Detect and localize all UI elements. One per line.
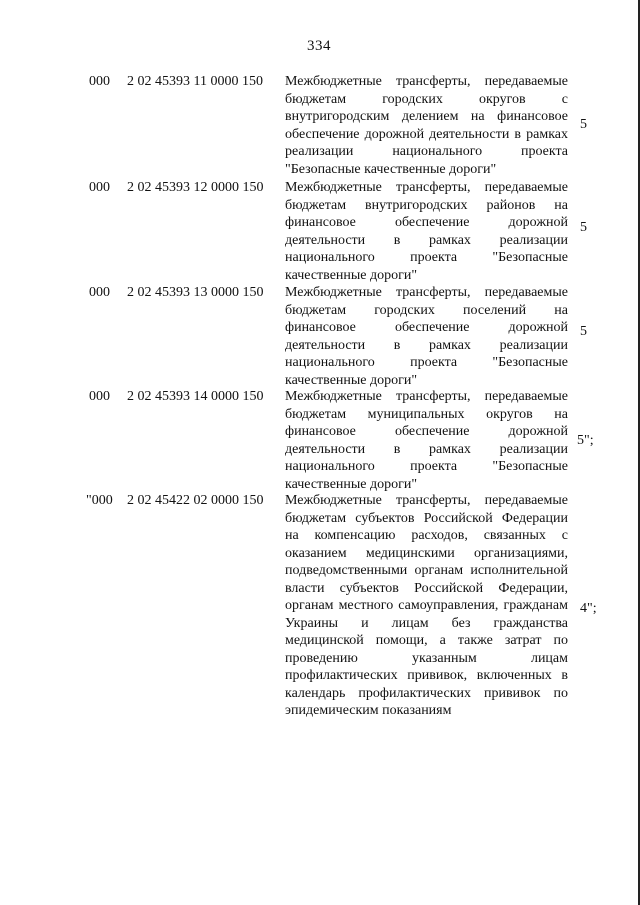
row-value: 5 — [580, 220, 587, 235]
row-value: 5 — [580, 324, 587, 339]
admin-code: 000 — [89, 74, 110, 89]
row-description: Межбюджетные трансферты, передаваемые бюджетам городских поселений на финансовое обеспечение дорожной деятельности в рамках реализации национального проекта "Безопасные качественные дороги" — [285, 285, 568, 388]
table-row — [0, 388, 640, 492]
row-description: Межбюджетные трансферты, передаваемые бюджетам внутригородских районов на финансовое обеспечение дорожной деятельности в рамках реализации национального проекта "Безопасные качественные дороги" — [285, 180, 568, 283]
budget-classification-code: 2 02 45393 13 0000 150 — [127, 285, 264, 300]
admin-code: 000 — [89, 180, 110, 195]
budget-classification-code: 2 02 45422 02 0000 150 — [127, 493, 264, 508]
table-row — [0, 73, 640, 179]
admin-code: 000 — [89, 389, 110, 404]
admin-code: "000 — [86, 493, 113, 508]
row-description: Межбюджетные трансферты, передаваемые бюджетам муниципальных округов на финансовое обеспечение дорожной деятельности в рамках реализации национального проекта "Безопасные качественные дороги" — [285, 389, 568, 492]
row-description: Межбюджетные трансферты, передаваемые бюджетам городских округов с внутригородским делением на финансовое обеспечение дорожной деятельности в рамках реализации национального проекта "Безопасные качественные дороги" — [285, 74, 568, 177]
budget-classification-code: 2 02 45393 14 0000 150 — [127, 389, 264, 404]
row-value: 5"; — [577, 433, 594, 448]
table-row — [0, 179, 640, 284]
budget-classification-code: 2 02 45393 12 0000 150 — [127, 180, 264, 195]
row-value: 4"; — [580, 601, 597, 616]
budget-classification-code: 2 02 45393 11 0000 150 — [127, 74, 263, 89]
table-row — [0, 284, 640, 388]
budget-code-table — [0, 73, 640, 737]
row-description: Межбюджетные трансферты, передаваемые бюджетам субъектов Российской Федерации на компенсацию расходов, связанных с оказанием медицинскими организациями, подведомственными органам исполнительной власти субъектов Российской Федерации, органам местного самоуправления, гражданам Украины и лицам без гражданства медицинской помощи, а также затрат по проведению указанным лицам профилактических прививок, включенных в календарь профилактических прививок по эпидемическим показаниям — [285, 493, 568, 718]
table-row — [0, 492, 640, 737]
admin-code: 000 — [89, 285, 110, 300]
row-value: 5 — [580, 117, 587, 132]
page-number: 334 — [307, 38, 331, 54]
